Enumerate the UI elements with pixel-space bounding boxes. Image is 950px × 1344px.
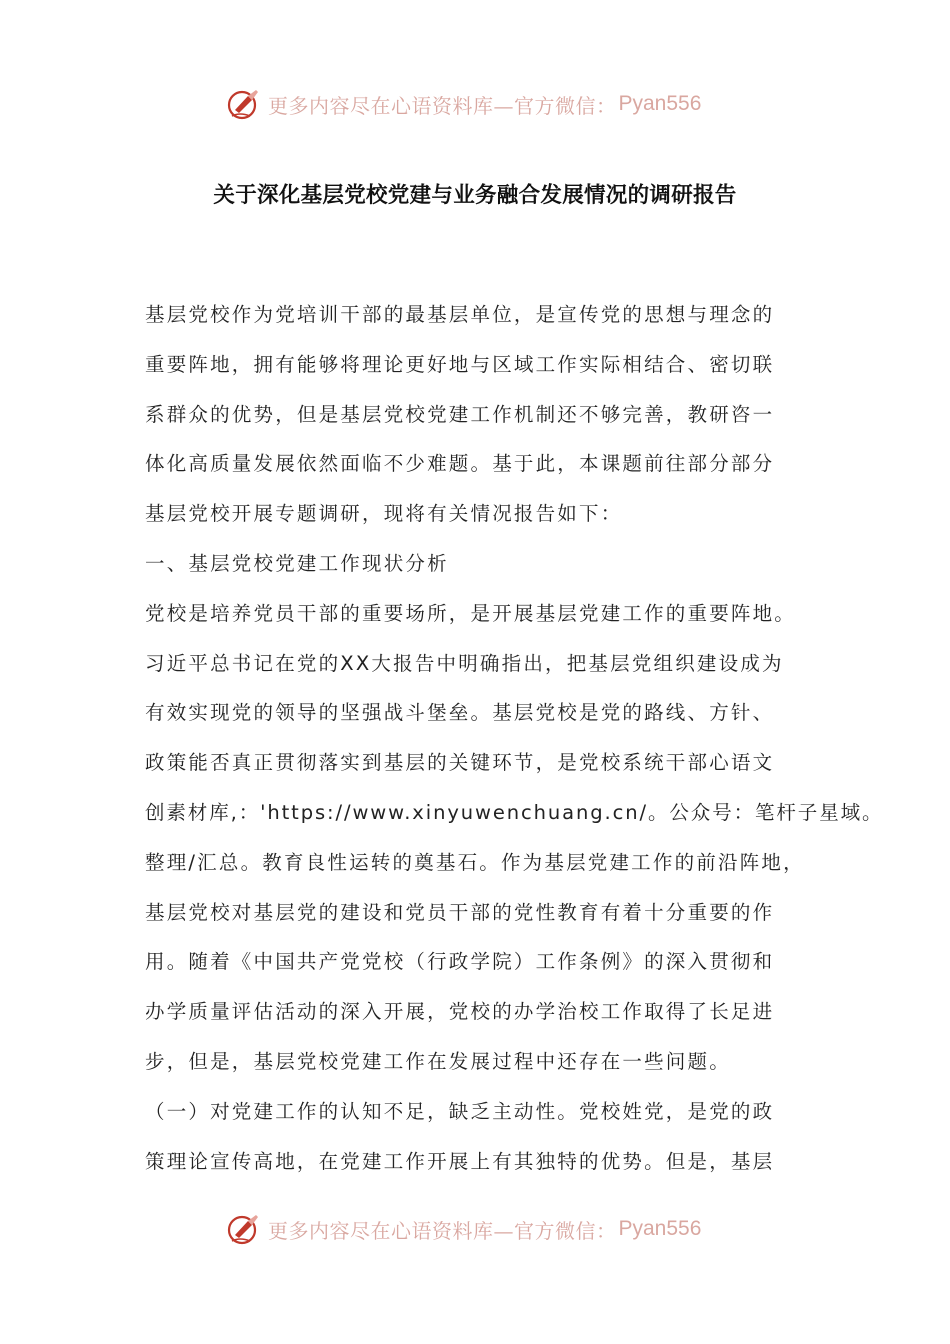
body-line: 基层党校对基层党的建设和党员干部的党性教育有着十分重要的作: [145, 900, 775, 924]
body-line: 策理论宣传高地，在党建工作开展上有其独特的优势。但是，基层: [145, 1149, 775, 1173]
body-line: 政策能否真正贯彻落实到基层的关键环节，是党校系统干部心语文: [145, 751, 775, 775]
document-body: [145, 290, 884, 1186]
watermark-wechat-id: Pyan556: [618, 1217, 702, 1240]
body-line: 党校是培养党员干部的重要场所，是开展基层党建工作的重要阵地。: [145, 601, 797, 625]
watermark-text: 更多内容尽在心语资料库—官方微信：: [268, 1218, 617, 1243]
body-line: 用。随着《中国共产党党校（行政学院）工作条例》的深入贯彻和: [145, 950, 775, 974]
body-line: 习近平总书记在党的XX大报告中明确指出，把基层党组织建设成为: [145, 651, 784, 675]
subsection-heading: （一）对党建工作的认知不足，缺乏主动性。党校姓党，是党的政: [145, 1099, 775, 1123]
pen-logo-icon: [226, 86, 262, 122]
pen-logo-icon: [226, 1211, 262, 1247]
watermark-header: [226, 84, 746, 124]
body-line: 办学质量评估活动的深入开展，党校的办学治校工作取得了长足进: [145, 1000, 775, 1024]
document-title: 关于深化基层党校党建与业务融合发展情况的调研报告: [213, 183, 737, 208]
watermark-footer: [226, 1209, 746, 1249]
body-line: 基层党校作为党培训干部的最基层单位，是宣传党的思想与理念的: [145, 303, 775, 326]
section-heading: 一、基层党校党建工作现状分析: [145, 551, 449, 575]
body-line: 整理/汇总。教育良性运转的奠基石。作为基层党建工作的前沿阵地，: [145, 850, 805, 874]
body-line: 步，但是，基层党校党建工作在发展过程中还存在一些问题。: [145, 1049, 731, 1073]
watermark-wechat-id: Pyan556: [618, 92, 702, 115]
watermark-text: 更多内容尽在心语资料库—官方微信：: [268, 93, 617, 118]
body-line: 重要阵地，拥有能够将理论更好地与区域工作实际相结合、密切联: [145, 352, 775, 376]
body-line: 系群众的优势，但是基层党校党建工作机制还不够完善，教研咨一: [145, 402, 775, 426]
body-line-url: 创素材库,：'https://www.xinyuwenchuang.cn/。公众号：笔杆子星域。: [145, 800, 884, 824]
body-line: 体化高质量发展依然面临不少难题。基于此，本课题前往部分部分: [145, 452, 775, 476]
body-line: 有效实现党的领导的坚强战斗堡垒。基层党校是党的路线、方针、: [145, 701, 775, 725]
body-line: 基层党校开展专题调研，现将有关情况报告如下：: [145, 502, 623, 526]
